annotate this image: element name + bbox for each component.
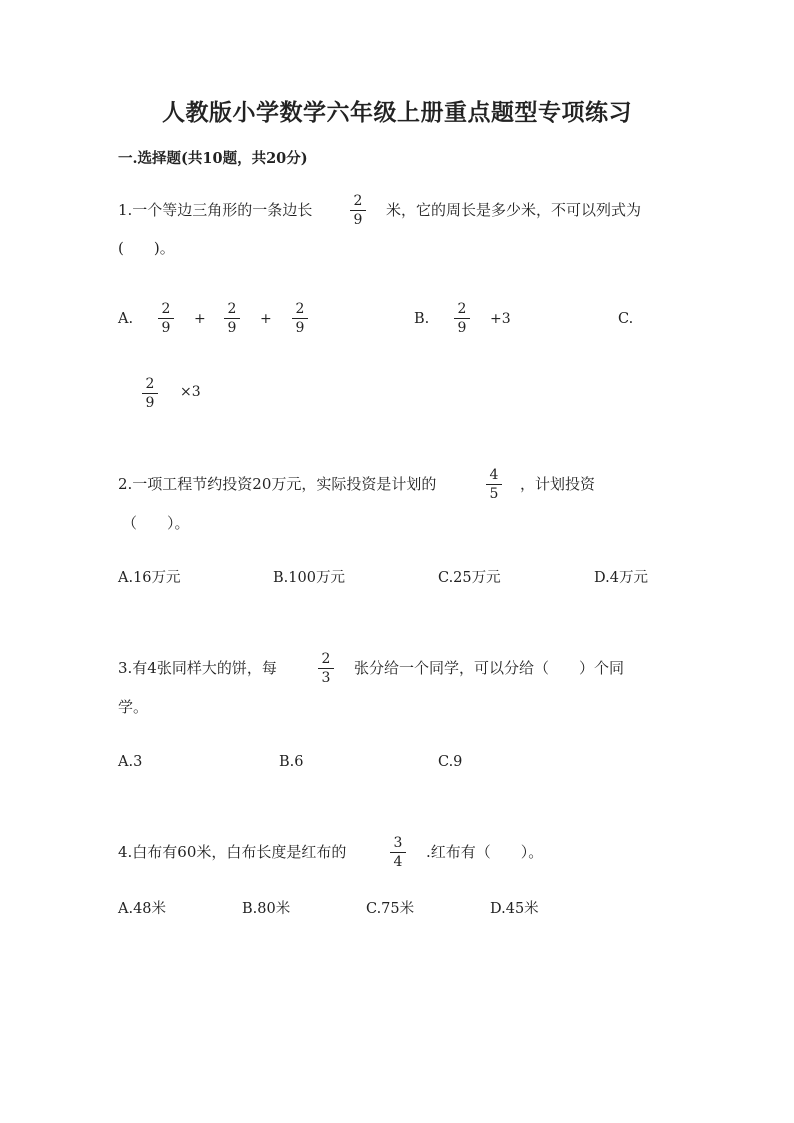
- question-2-option-d[interactable]: D.4万元: [594, 570, 648, 586]
- question-4-option-d[interactable]: D.45米: [490, 901, 539, 917]
- question-4-option-c[interactable]: C.75米: [366, 901, 415, 917]
- question-1-stem-start: 1.一个等边三角形的一条边长: [118, 201, 313, 219]
- question-4-option-b[interactable]: B.80米: [242, 901, 291, 917]
- question-1-fraction: 2 9: [348, 193, 368, 228]
- plus-sign: +: [260, 311, 272, 327]
- question-2-option-b[interactable]: B.100万元: [273, 570, 345, 586]
- option-fraction: 2 9: [156, 301, 176, 336]
- question-2-stem-end: ，计划投资: [520, 475, 596, 493]
- option-label: A.: [118, 311, 134, 327]
- option-fraction: 2 9: [222, 301, 242, 336]
- option-tail: ×3: [180, 384, 201, 400]
- question-1-answer-blank: ( )。: [118, 239, 175, 257]
- option-fraction: 2 9: [290, 301, 310, 336]
- question-3-option-c[interactable]: C.9: [438, 754, 463, 770]
- question-4-option-a[interactable]: A.48米: [118, 901, 167, 917]
- question-4-stem-end: .红布有（ ）。: [426, 843, 544, 861]
- question-3-stem-end: 张分给一个同学，可以分给（ ）个同: [354, 659, 625, 677]
- question-2-option-c[interactable]: C.25万元: [438, 570, 501, 586]
- question-3-option-a[interactable]: A.3: [118, 754, 143, 770]
- question-3-stem-start: 3.有4张同样大的饼，每: [118, 659, 277, 677]
- question-2-answer-blank: （ ）。: [122, 514, 190, 532]
- option-label: B.: [414, 311, 430, 327]
- option-fraction: 2 9: [140, 376, 160, 411]
- question-2-option-a[interactable]: A.16万元: [118, 570, 181, 586]
- question-1-stem-end: 米，它的周长是多少米，不可以列式为: [386, 201, 642, 219]
- question-2-stem-start: 2.一项工程节约投资20万元，实际投资是计划的: [118, 475, 437, 493]
- plus-sign: +: [194, 311, 206, 327]
- question-3-option-b[interactable]: B.6: [279, 754, 304, 770]
- question-4-stem-start: 4.白布有60米，白布长度是红布的: [118, 843, 347, 861]
- question-4-fraction: 3 4: [388, 835, 408, 870]
- option-tail: +3: [490, 311, 511, 327]
- question-2-fraction: 4 5: [484, 467, 504, 502]
- question-3-fraction: 2 3: [316, 651, 336, 686]
- option-fraction: 2 9: [452, 301, 472, 336]
- option-label: C.: [618, 311, 634, 327]
- question-3-stem-wrap: 学。: [118, 698, 149, 716]
- page-title: 人教版小学数学六年级上册重点题型专项练习: [162, 99, 632, 126]
- section-heading: 一.选择题(共10题，共20分): [118, 150, 308, 167]
